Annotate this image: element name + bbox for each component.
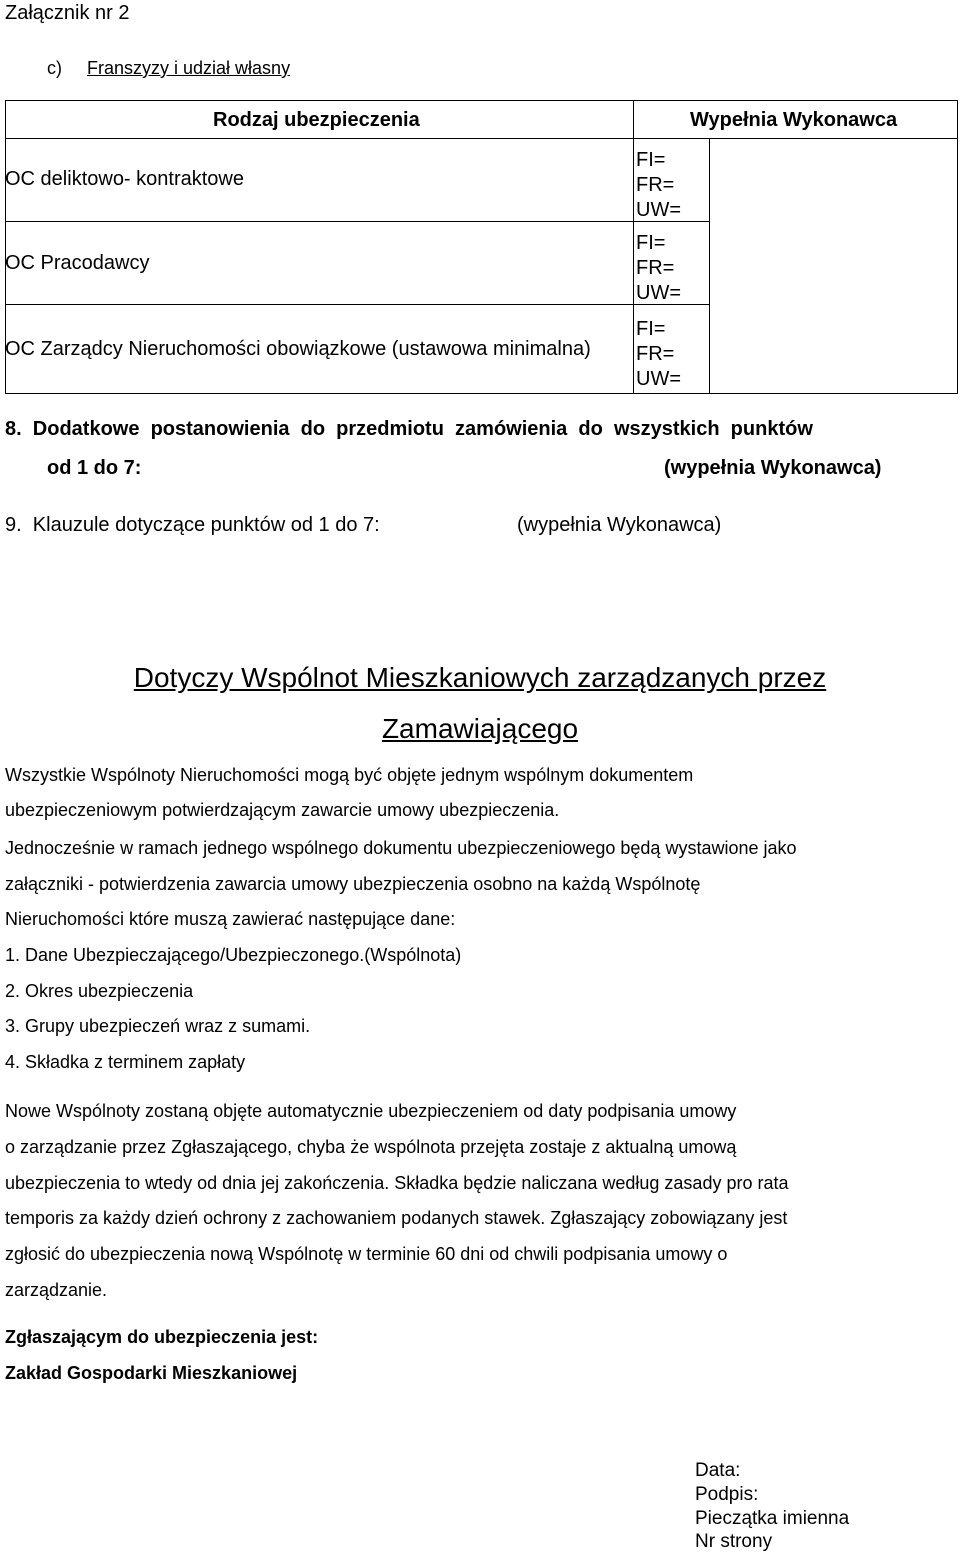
deductibles-table xyxy=(5,100,958,394)
row-2-fi: FI= xyxy=(636,232,666,254)
row-3-label: OC Zarządcy Nieruchomości obowiązkowe (ustawowa minimalna) xyxy=(5,338,591,360)
table-column-divider xyxy=(633,100,634,394)
paragraph-3-line: zgłosić do ubezpieczenia nową Wspólnotę w terminie 60 dni od chwili podpisania umowy o xyxy=(5,1244,728,1264)
row-3-fi: FI= xyxy=(636,318,666,340)
paragraph-3-line: Nowe Wspólnoty zostaną objęte automatycznie ubezpieczeniem od daty podpisania umowy xyxy=(5,1101,737,1121)
heading-line2: Zamawiającego xyxy=(381,713,579,744)
section-8-line2-right: (wypełnia Wykonawca) xyxy=(664,457,882,479)
list-item: 4. Składka z terminem zapłaty xyxy=(5,1052,246,1072)
footer-date: Data: xyxy=(695,1460,741,1481)
footer-stamp: Pieczątka imienna xyxy=(695,1508,850,1529)
paragraph-2-line: załączniki - potwierdzenia zawarcia umowy ubezpieczenia osobno na każdą Wspólnotę xyxy=(5,874,701,894)
applicant-label: Zgłaszającym do ubezpieczenia jest: xyxy=(5,1327,319,1347)
heading-line1: Dotyczy Wspólnot Mieszkaniowych zarządzanych przez xyxy=(133,662,827,693)
table-inner-divider xyxy=(709,138,710,394)
table-row-line xyxy=(5,221,710,222)
section-9-text: 9. Klauzule dotyczące punktów od 1 do 7: xyxy=(5,514,380,536)
row-3-uw: UW= xyxy=(636,368,681,390)
row-1-fi: FI= xyxy=(636,149,666,171)
paragraph-3-line: zarządzanie. xyxy=(5,1280,108,1300)
row-1-uw: UW= xyxy=(636,199,681,221)
footer-signature: Podpis: xyxy=(695,1484,759,1505)
paragraph-3-line: o zarządzanie przez Zgłaszającego, chyba że wspólnota przejęta zostaje z aktualną umową xyxy=(5,1137,737,1157)
paragraph-3-line: ubezpieczenia to wtedy od dnia jej zakończenia. Składka będzie naliczana według zasady pro rata xyxy=(5,1173,789,1193)
section-8-line1: 8. Dodatkowe postanowienia do przedmiotu zamówienia do wszystkich punktów xyxy=(5,418,813,440)
paragraph-3-line: temporis za każdy dzień ochrony z zachowaniem podanych stawek. Zgłaszający zobowiązany jest xyxy=(5,1208,788,1228)
column-header-fill: Wypełnia Wykonawca xyxy=(690,109,898,131)
list-item: 2. Okres ubezpieczenia xyxy=(5,981,194,1001)
row-2-label: OC Pracodawcy xyxy=(5,252,150,274)
row-1-fr: FR= xyxy=(636,174,675,196)
table-row-line xyxy=(5,304,710,305)
document-title: Załącznik nr 2 xyxy=(5,2,130,24)
paragraph-1-line: ubezpieczeniowym potwierdzającym zawarcie umowy ubezpieczenia. xyxy=(5,800,560,820)
row-3-fr: FR= xyxy=(636,343,675,365)
table-border-bottom xyxy=(5,393,958,394)
footer-page-number: Nr strony xyxy=(695,1531,773,1552)
table-border-right xyxy=(957,100,958,394)
applicant-name: Zakład Gospodarki Mieszkaniowej xyxy=(5,1363,298,1383)
row-2-uw: UW= xyxy=(636,282,681,304)
row-2-fr: FR= xyxy=(636,257,675,279)
list-item: 3. Grupy ubezpieczeń wraz z sumami. xyxy=(5,1016,311,1036)
column-header-type: Rodzaj ubezpieczenia xyxy=(213,109,420,131)
section-c-title: Franszyzy i udział własny xyxy=(87,58,291,78)
paragraph-2-line: Jednocześnie w ramach jednego wspólnego dokumentu ubezpieczeniowego będą wystawione jako xyxy=(5,838,797,858)
table-border-top xyxy=(5,100,958,101)
list-item: 1. Dane Ubezpieczającego/Ubezpieczonego.(Wspólnota) xyxy=(5,945,462,965)
section-c-marker: c) xyxy=(47,58,62,78)
paragraph-2-line: Nieruchomości które muszą zawierać następujące dane: xyxy=(5,909,456,929)
section-8-line2-left: od 1 do 7: xyxy=(47,457,142,479)
row-1-label: OC deliktowo- kontraktowe xyxy=(5,168,244,190)
paragraph-1-line: Wszystkie Wspólnoty Nieruchomości mogą być objęte jednym wspólnym dokumentem xyxy=(5,765,694,785)
section-9-note: (wypełnia Wykonawca) xyxy=(517,514,722,536)
table-header-line xyxy=(5,138,958,139)
